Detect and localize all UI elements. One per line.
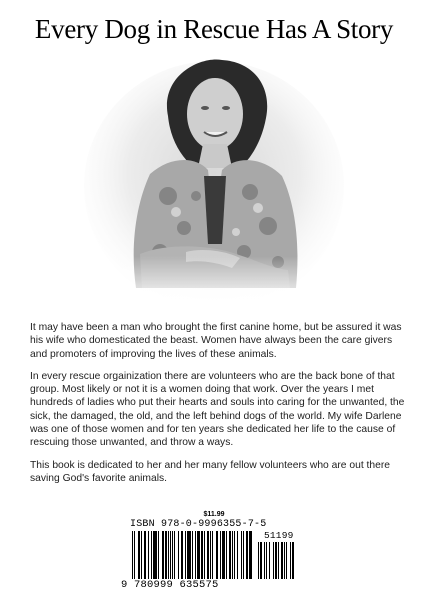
isbn-barcode: [118, 511, 310, 594]
isbn-label: ISBN 978-0-9996355-7-5: [130, 519, 267, 530]
ean-digits: 9 780999 635575: [121, 579, 219, 591]
book-title: Every Dog in Rescue Has A Story: [34, 14, 394, 44]
back-cover-blurb: [30, 321, 406, 494]
author-portrait: [0, 56, 428, 306]
ean-barcode-bars: [132, 531, 256, 579]
blurb-paragraph: It may have been a man who brought the first canine home, but be assured it was his wife who domesticated the beast. Women have always been the care givers and promoters of improving the lives of these animals.: [30, 322, 402, 360]
addon-digits: 51199: [264, 530, 294, 541]
addon-barcode-bars: [258, 542, 300, 579]
price-label: $11.99: [203, 511, 225, 518]
blurb-paragraph: In every rescue orgainization there are volunteers who are the back bone of that group. Most likely or not it is a women doing that work. Over the years I met hundreds of ladies who put their hearts and souls into caring for the unwanted, the sick, the damaged, the old, and the left behind dogs of the world. My wife Darlene was one of those women and for ten years she dedicated her life to the cause of rescuing those unwanted, and throw a ways.: [30, 370, 405, 449]
blurb-paragraph: This book is dedicated to her and her many fellow volunteers who are out there saving God's favorite animals.: [30, 459, 391, 484]
